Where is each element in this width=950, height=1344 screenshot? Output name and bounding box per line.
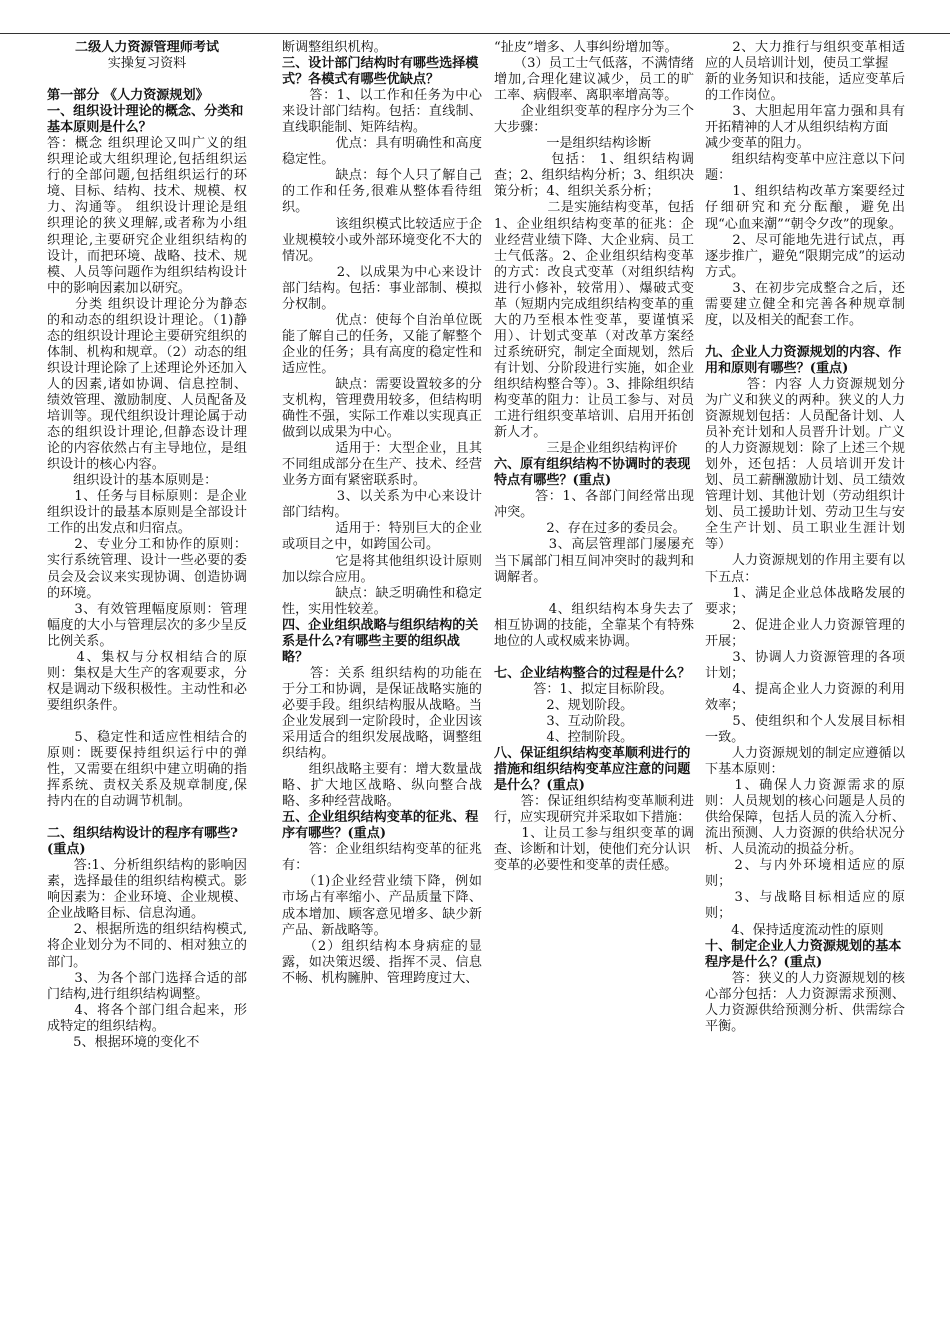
body-paragraph: 组织设计的基本原则是：	[47, 473, 218, 489]
body-paragraph: （3）员工士气低落，不满情绪增加,合理化建议减少，员工的旷工率、病假率、离职率增高等。	[494, 56, 694, 104]
column-3-body	[494, 40, 694, 874]
body-paragraph: 2、尽可能地先进行试点，再逐步推广，避免“限期完成”的运动方式。	[705, 232, 905, 280]
body-paragraph: 变革的必要性和变革的责任感。	[494, 858, 678, 874]
body-paragraph: 组织结构变革中应注意以下问题：	[705, 152, 905, 184]
body-paragraph: 二是实施结构变革，包括 1、企业组织结构变革的征兆：企业经营业绩下降、大企业病、员工士气低落。2、企业组织结构变革的方式：改良式变革（对组织结构进行小修补，较常用）、爆破式变革（短期内完成组织结构变革的重大的乃至根本性变革，要谨慎采用）、计划式变革（对改革方案经过系统研究，制定全面规划，然后有计划、分阶段进行实施，如企业组织结构整合等）。3、排除组织结构变革的阻力：让员工参与、对员工进行组织变革培训、启用开拓创新人才。	[494, 200, 694, 441]
body-paragraph: 答：保证组织结构变革顺利进行，应实现研究并采取如下措施：	[494, 794, 694, 826]
body-paragraph: 5、根据环境的变化不	[47, 1034, 200, 1050]
body-paragraph: 优点：具有明确性和高度稳定性。	[282, 136, 482, 168]
section-heading: 五、企业组织结构变革的征兆、程序有哪些？(重点)	[282, 810, 479, 842]
body-paragraph: 答：1、拟定目标阶段。	[494, 681, 673, 697]
body-paragraph: 4、将各个部门组合起来，形成特定的组织结构。	[47, 1002, 247, 1034]
body-paragraph: 该组织模式比较适应于企业规模较小或外部环境变化不大的情况。	[282, 216, 482, 264]
body-paragraph: 1、满足企业总体战略发展的要求；	[705, 585, 905, 617]
section-heading: 二、组织结构设计的程序有哪些?(重点)	[47, 826, 238, 858]
body-paragraph: 2、大力推行与组织变革相适应的人员培训计划，使员工掌握	[705, 40, 905, 72]
body-paragraph: 5、稳定性和适应性相结合的原则：既要保持组织运行中的弹性，又需要在组织中建立明确的指挥系统、责权关系及规章制度,保持内在的自动调节机制。	[47, 729, 247, 810]
body-paragraph: 1、组织结构改革方案要经过仔细研究和充分酝酿，避免出现“心血来潮”“朝令夕改”的现象。	[705, 184, 905, 232]
document-subtitle: 实操复习资料	[107, 56, 187, 72]
body-paragraph: 优点：使每个自治单位既能了解自己的任务，又能了解整个企业的任务；具有高度的稳定性和适应性。	[282, 312, 482, 376]
body-paragraph: 3、高层管理部门屡屡充当下属部门相互间冲突时的裁判和调解者。	[494, 537, 694, 585]
body-paragraph: 它是将其他组织设计原则加以综合应用。	[282, 553, 482, 585]
body-paragraph: 3、协调人力资源管理的各项计划；	[705, 649, 905, 681]
body-paragraph: 适用于：特别巨大的企业或项目之中，如跨国公司。	[282, 521, 482, 553]
body-paragraph: 5、使组织和个人发展目标相一致。	[705, 713, 905, 745]
column-3	[494, 40, 694, 874]
body-paragraph: 2、与内外环境相适应的原则；	[705, 858, 905, 890]
body-paragraph: 2、规划阶段。	[494, 697, 634, 713]
part-heading: 第一部分 《人力资源规划》	[47, 88, 209, 104]
column-2-body	[282, 40, 482, 987]
section-heading: 一、组织设计理论的概念、分类和基本原则是什么？	[47, 104, 244, 136]
section-heading: 六、原有组织结构不协调时的表现特点有哪些？(重点)	[494, 457, 691, 489]
body-paragraph: 组织战略主要有：增大数量战略、扩大地区战略、纵向整合战略、多种经营战略。	[282, 762, 482, 810]
body-paragraph: 4、保持适度流动性的原则	[705, 922, 884, 938]
body-paragraph: （2）组织结构本身病症的显露，如决策迟缓、指挥不灵、信息不畅、机构臃肿、管理跨度过大、	[282, 938, 482, 986]
body-paragraph: 3、与战略目标相适应的原则；	[705, 890, 905, 922]
column-4	[705, 40, 905, 1035]
body-paragraph: 3、有效管理幅度原则：管理幅度的大小与管理层次的多少呈反比例关系。	[47, 601, 247, 649]
section-heading: 三、设计部门结构时有哪些选择模式？各模式有哪些优缺点？	[282, 56, 479, 88]
document-title: 二级人力资源管理师考试	[74, 40, 220, 55]
body-paragraph: 4、提高企业人力资源的利用效率；	[705, 681, 905, 713]
body-paragraph: 人力资源规划的制定应遵循以下基本原则：	[705, 746, 905, 778]
body-paragraph: 4、控制阶段。	[494, 729, 634, 745]
body-paragraph: 答:1、分析组织结构的影响因素，选择最佳的组织结构模式。影响因素为：企业环境、企业规模、企业战略目标、信息沟通。	[47, 858, 247, 922]
column-1	[47, 40, 247, 1051]
section-heading: 四、企业组织战略与组织结构的关系是什么?有哪些主要的组织战略？	[282, 617, 479, 665]
section-heading: 九、企业人力资源规划的内容、作用和原则有哪些？(重点)	[705, 344, 902, 376]
section-heading: 十、制定企业人力资源规划的基本程序是什么？(重点)	[705, 938, 902, 970]
column-4-body	[705, 40, 905, 1035]
body-paragraph: 2、促进企业人力资源管理的开展；	[705, 617, 905, 649]
paragraph-gap	[47, 810, 247, 826]
body-paragraph: 1、任务与目标原则：是企业组织设计的最基本原则是全部设计工作的出发点和归宿点。	[47, 489, 247, 537]
body-paragraph: 4、组织结构本身失去了相互协调的技能，全靠某个有特殊地位的人或权威来协调。	[494, 601, 694, 649]
body-paragraph: 2、存在过多的委员会。	[494, 521, 686, 537]
body-paragraph: 4、集权与分权相结合的原则：集权是大生产的客观要求，分权是调动下级积极性。主动性和必要组织条件。	[47, 649, 247, 713]
body-paragraph: “扯皮”增多、人事纠纷增加等。	[494, 40, 678, 55]
paragraph-gap	[494, 650, 694, 666]
paragraph-gap	[494, 586, 694, 602]
body-paragraph: （1)企业经营业绩下降，例如市场占有率缩小、产品质量下降、成本增加、顾客意见增多、缺少新产品、新战略等。	[282, 874, 482, 938]
body-paragraph: 1、确保人力资源需求的原则：人员规划的核心问题是人员的供给保障，包括人员的流入分析、流出预测、人力资源的供给状况分析、人员流动的损益分析。	[705, 778, 905, 858]
body-paragraph: 答：概念 组织理论又叫广义的组织理论或大组织理论,包括组织运行的全部问题,包括组织运行的环境、目标、结构、技术、规模、权力、沟通等。 组织设计理论是组织理论的狭义理解,或者称为小组织理论,主要研究企业组织结构的设计，而把环境、战略、技术、规模、人员等问题作为组织结构设计中的影响因素加以研究。	[47, 136, 247, 296]
column-2	[282, 40, 482, 987]
body-paragraph: 缺点：每个人只了解自己的工作和任务,很难从整体看待组织。	[282, 168, 482, 216]
body-paragraph: 3、为各个部门选择合适的部门结构,进行组织结构调整。	[47, 970, 247, 1002]
body-paragraph: 答：狭义的人力资源规划的核心部分包括：人力资源需求预测、人力资源供给预测分析、供需综合平衡。	[705, 970, 905, 1034]
body-paragraph: 3、以关系为中心来设计部门结构。	[282, 489, 482, 521]
body-paragraph: 人力资源规划的作用主要有以下五点：	[705, 553, 905, 585]
body-paragraph: 1、让员工参与组织变革的调查、诊断和计划，使他们充分认识	[494, 826, 694, 858]
paragraph-gap	[705, 329, 905, 345]
column-1-body	[47, 104, 247, 1051]
body-paragraph: 答：关系 组织结构的功能在于分工和协调，是保证战略实施的必要手段。组织结构服从战略。当企业发展到一定阶段时，企业因该采用适合的组织发展战略，调整组织结构。	[282, 665, 482, 762]
section-heading: 八、保证组织结构变革顺利进行的措施和组织结构变革应注意的问题是什么？(重点)	[494, 745, 691, 794]
body-paragraph: 3、互动阶段。	[494, 713, 634, 729]
body-paragraph: 分类 组织设计理论分为静态的和动态的组织设计理论。（1)静态的组织设计理论主要研究组织的体制、机构和规章。（2）动态的组织设计理论除了上述理论外还加入人的因素,诸如协调、信息控制、绩效管理、激励制度、人员配备及培训等。现代组织设计理论属于动态的组织设计理论,但静态设计理论的内容依然占有主导地位，是组织设计的核心内容。	[47, 296, 247, 473]
body-paragraph: 答：内容 人力资源规划分为广义和狭义的两种。狭义的人力资源规划包括：人员配备计划、人员补充计划和人员晋升计划。广义的人力资源规划：除了上述三个规划外，还包括：人员培训开发计划、员工薪酬激励计划、员工绩效管理计划、其他计划（劳动组织计划、员工援助计划、劳动卫生与安全生产计划、员工职业生涯计划等）	[705, 376, 905, 553]
body-paragraph: 包括： 1、组织结构调查；2、组织结构分析；3、组织决策分析；4、组织关系分析；	[494, 152, 694, 200]
body-paragraph: 新的业务知识和技能，适应变革后的工作岗位。	[705, 72, 905, 104]
body-paragraph: 缺点：需要设置较多的分支机构，管理费用较多，但结构明确性不强，实际工作难以实现真正做到以成果为中心。	[282, 376, 482, 441]
body-paragraph: 一是组织结构诊断	[494, 136, 652, 152]
body-paragraph: 减少变革的阻力。	[705, 136, 810, 152]
body-paragraph: 企业组织变革的程序分为三个大步骤：	[494, 104, 694, 136]
section-heading: 七、企业结构整合的过程是什么？	[494, 665, 691, 681]
body-paragraph: 三是企业组织结构评价	[494, 441, 678, 457]
body-paragraph: 3、在初步完成整合之后，还需要建立健全和完善各种规章制度，以及相关的配套工作。	[705, 280, 905, 328]
paragraph-gap	[47, 714, 247, 730]
body-paragraph: 2、根据所选的组织结构模式,将企业划分为不同的、相对独立的部门。	[47, 922, 247, 970]
body-paragraph: 断调整组织机构。	[282, 40, 387, 55]
body-paragraph: 2、以成果为中心来设计部门结构。包括：事业部制、模拟分权制。	[282, 264, 482, 312]
body-paragraph: 2、专业分工和协作的原则：实行系统管理、设计一些必要的委员会及会议来实现协调、创造协调的环境。	[47, 537, 247, 601]
top-border-line	[0, 33, 950, 34]
body-paragraph: 3、大胆起用年富力强和具有开拓精神的人才从组织结构方面	[705, 104, 905, 136]
body-paragraph: 缺点：缺乏明确性和稳定性，实用性较差。	[282, 585, 482, 617]
body-paragraph: 答：1、以工作和任务为中心来设计部门结构。包括：直线制、直线职能制、矩阵结构。	[282, 88, 482, 136]
body-paragraph: 答：企业组织结构变革的征兆有：	[282, 842, 482, 874]
body-paragraph: 答：1、各部门间经常出现冲突。	[494, 489, 694, 521]
body-paragraph: 适用于：大型企业，且其不同组成部分在生产、技术、经营业务方面有紧密联系时。	[282, 441, 482, 489]
